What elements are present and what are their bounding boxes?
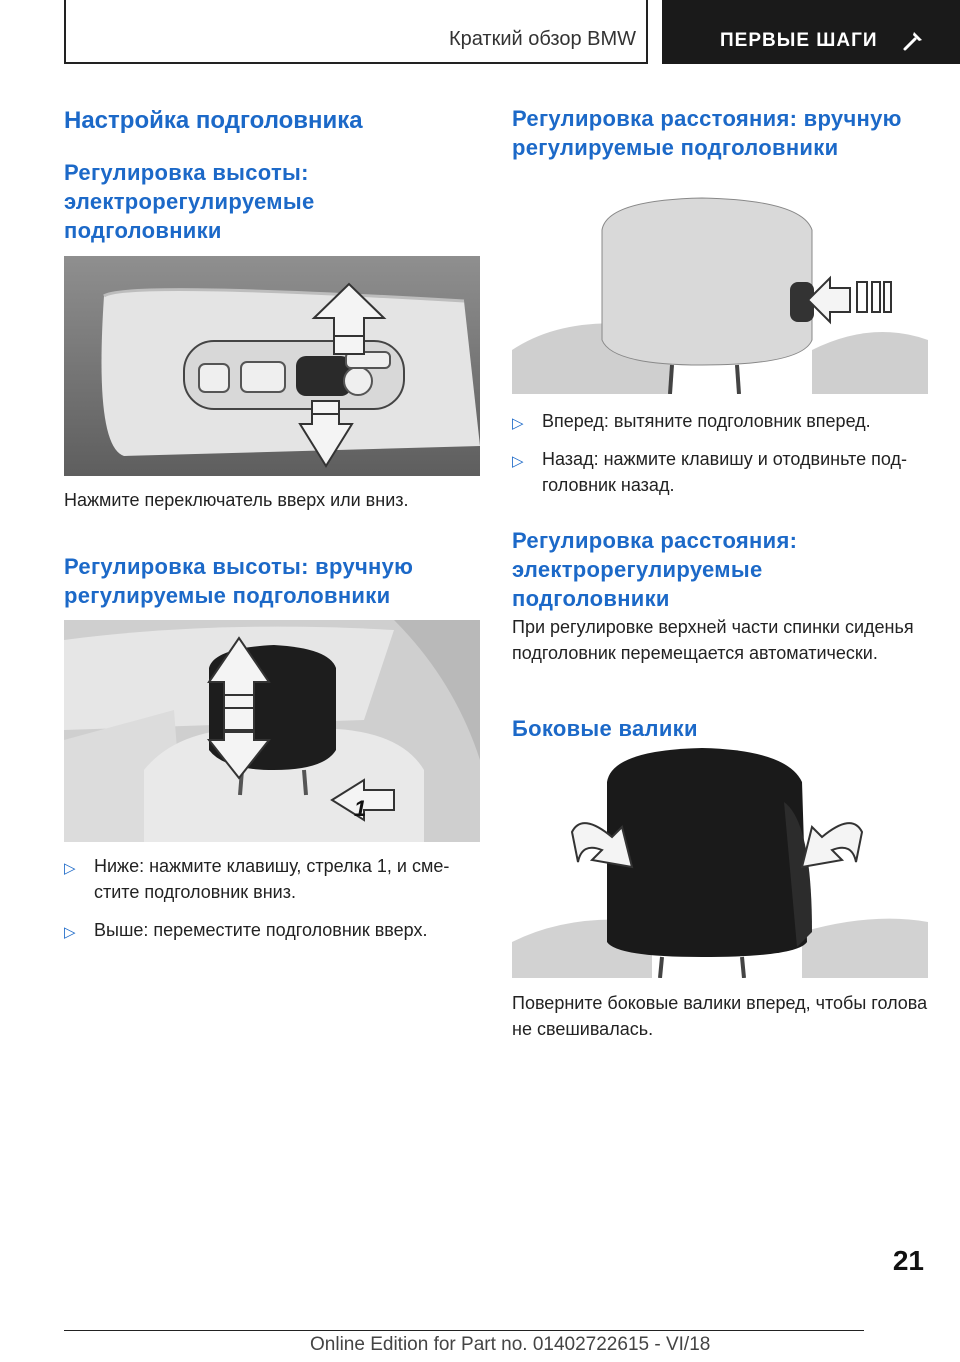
footer-edition: Online Edition for Part no. 01402722615 - VI/18	[310, 1334, 711, 1355]
footer-divider	[64, 1330, 864, 1331]
headrest-height-image	[64, 620, 480, 842]
list-item: ▷ Ниже: нажмите клавишу, стрелка 1, и сместите подголовник вниз.	[64, 856, 450, 902]
electric-distance-text: При регулировке верхней части спинки сиденья подголовник перемещается автоматически.	[512, 617, 914, 663]
side-bolsters-heading: Боковые валики	[512, 716, 698, 741]
list-item: ▷ Вперед: вытяните подголовник вперед.	[512, 408, 932, 434]
triangle-bullet-icon: ▷	[512, 453, 524, 470]
section-tab-label: ПЕРВЫЕ ШАГИ	[720, 30, 878, 51]
electric-height-caption: Нажмите переключатель вверх или вниз.	[64, 490, 409, 510]
manual-distance-heading: Регулировка расстояния: вручную регулируемые подголовники	[512, 106, 902, 160]
manual-height-heading: Регулировка высоты: вручную регулируемые подголовники	[64, 554, 414, 608]
page-number: 21	[892, 1245, 924, 1276]
electric-distance-heading: Регулировка расстояния: электрорегулируемые подголовники	[512, 528, 798, 611]
list-item: ▷ Назад: нажмите клавишу и отодвиньте подголовник назад.	[512, 449, 907, 495]
triangle-bullet-icon: ▷	[64, 860, 76, 877]
side-bolsters-image	[512, 742, 928, 978]
electric-height-heading: Регулировка высоты: электрорегулируемые подголовники	[64, 160, 315, 243]
header-section-title: Краткий обзор BMW	[448, 28, 636, 50]
triangle-bullet-icon: ▷	[64, 924, 76, 941]
headrest-distance-image	[512, 190, 928, 394]
side-bolsters-caption: Поверните боковые валики вперед, чтобы голова не свешивалась.	[512, 993, 928, 1039]
header-section-tab	[662, 0, 960, 64]
main-heading: Настройка подголовника	[64, 107, 363, 134]
callout-number: 1	[354, 796, 367, 821]
wrench-icon	[902, 28, 926, 52]
triangle-bullet-icon: ▷	[512, 415, 524, 432]
list-item: ▷ Выше: переместите подголовник вверх.	[64, 917, 484, 943]
seat-switch-image	[64, 256, 480, 476]
